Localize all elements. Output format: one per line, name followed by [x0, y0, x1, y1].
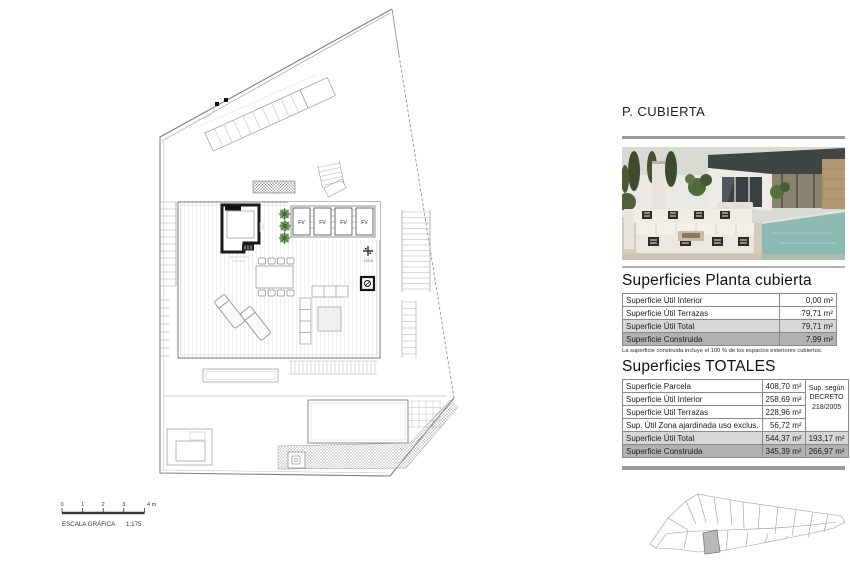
separator-bottom [622, 466, 845, 470]
photo-divider [622, 266, 845, 268]
scale-tick: 4 m [147, 502, 157, 508]
page-title: P. CUBIERTA [622, 104, 706, 119]
table-row [623, 320, 837, 333]
fv-panel-label: FV [319, 220, 326, 226]
fv-panel-label: FV [361, 220, 368, 226]
surface-label: Superficie Útil Terrazas [623, 307, 780, 320]
total-surfaces-table [622, 379, 849, 458]
separator-top [622, 136, 845, 139]
stair-shaft [222, 205, 259, 252]
roof-light-fixture [361, 277, 374, 290]
surface-value: 345,39 m² [762, 445, 805, 458]
surface-value: 56,72 m² [762, 419, 805, 432]
info-panel [622, 104, 845, 470]
table-row [623, 445, 849, 458]
hatched-skylight [253, 181, 295, 193]
scale-bar [60, 502, 156, 528]
surface-label: Superficie Útil Interior [623, 294, 780, 307]
table-row [623, 333, 837, 346]
surface-value: 544,37 m² [762, 432, 805, 445]
surface-value: 79,71 m² [780, 307, 837, 320]
solar-panels [291, 206, 375, 237]
surface-label: Superficie Útil Total [623, 432, 763, 445]
table-row [623, 307, 837, 320]
surface-value-decree: 193,17 m² [805, 432, 848, 445]
surface-value: 258,69 m² [762, 393, 805, 406]
highlighted-parcel [703, 530, 720, 554]
villa-photo [622, 147, 845, 260]
surface-value: 0,00 m² [780, 294, 837, 307]
planter-pots [279, 208, 292, 244]
surface-label: Superficie Útil Interior [623, 393, 763, 406]
fv-panel-label: FV [298, 220, 305, 226]
table-footnote: La superficie construida incluye el 100 % de los espacios exteriores cubiertos. [622, 348, 823, 354]
scale-caption: ESCALA GRÁFICA [62, 521, 116, 528]
level-marker-label: +22.6 [363, 259, 373, 263]
table-row [623, 380, 849, 393]
pergola-louvres [289, 361, 377, 374]
garden-unit [324, 179, 346, 197]
spa-structure [167, 429, 212, 465]
surface-value: 7,99 m² [780, 333, 837, 346]
fv-panel-label: FV [340, 220, 347, 226]
terrace-steps-left [160, 202, 176, 356]
surface-label: Superficie Construida [623, 445, 763, 458]
surface-value: 79,71 m² [780, 320, 837, 333]
table-row [623, 294, 837, 307]
planta-surfaces-table [622, 293, 837, 346]
surface-value-decree: 266,97 m² [805, 445, 848, 458]
surface-label: Superficie Parcela [623, 380, 763, 393]
surface-label: Sup. Útil Zona ajardinada uso exclus. [623, 419, 763, 432]
section-title-planta: Superficies Planta cubierta [622, 272, 812, 289]
entrance-stairs [198, 74, 336, 151]
surface-value: 228,96 m² [762, 406, 805, 419]
dining-set [256, 258, 294, 296]
planter-box [203, 369, 278, 382]
location-map [648, 488, 848, 570]
decree-note: Sup. según DECRETO 218/2005 [805, 380, 848, 432]
surface-label: Superficie Útil Terrazas [623, 406, 763, 419]
table-row [623, 432, 849, 445]
section-title-totales: Superficies TOTALES [622, 358, 776, 375]
surface-label: Superficie Construida [623, 333, 780, 346]
scale-ratio: 1:175 [126, 521, 142, 528]
surface-value: 408,70 m² [762, 380, 805, 393]
scale-tick: 3 [122, 502, 126, 508]
scale-tick: 1 [81, 502, 85, 508]
scale-tick: 0 [60, 502, 64, 508]
surface-label: Superficie Útil Total [623, 320, 780, 333]
scale-tick: 2 [101, 502, 105, 508]
